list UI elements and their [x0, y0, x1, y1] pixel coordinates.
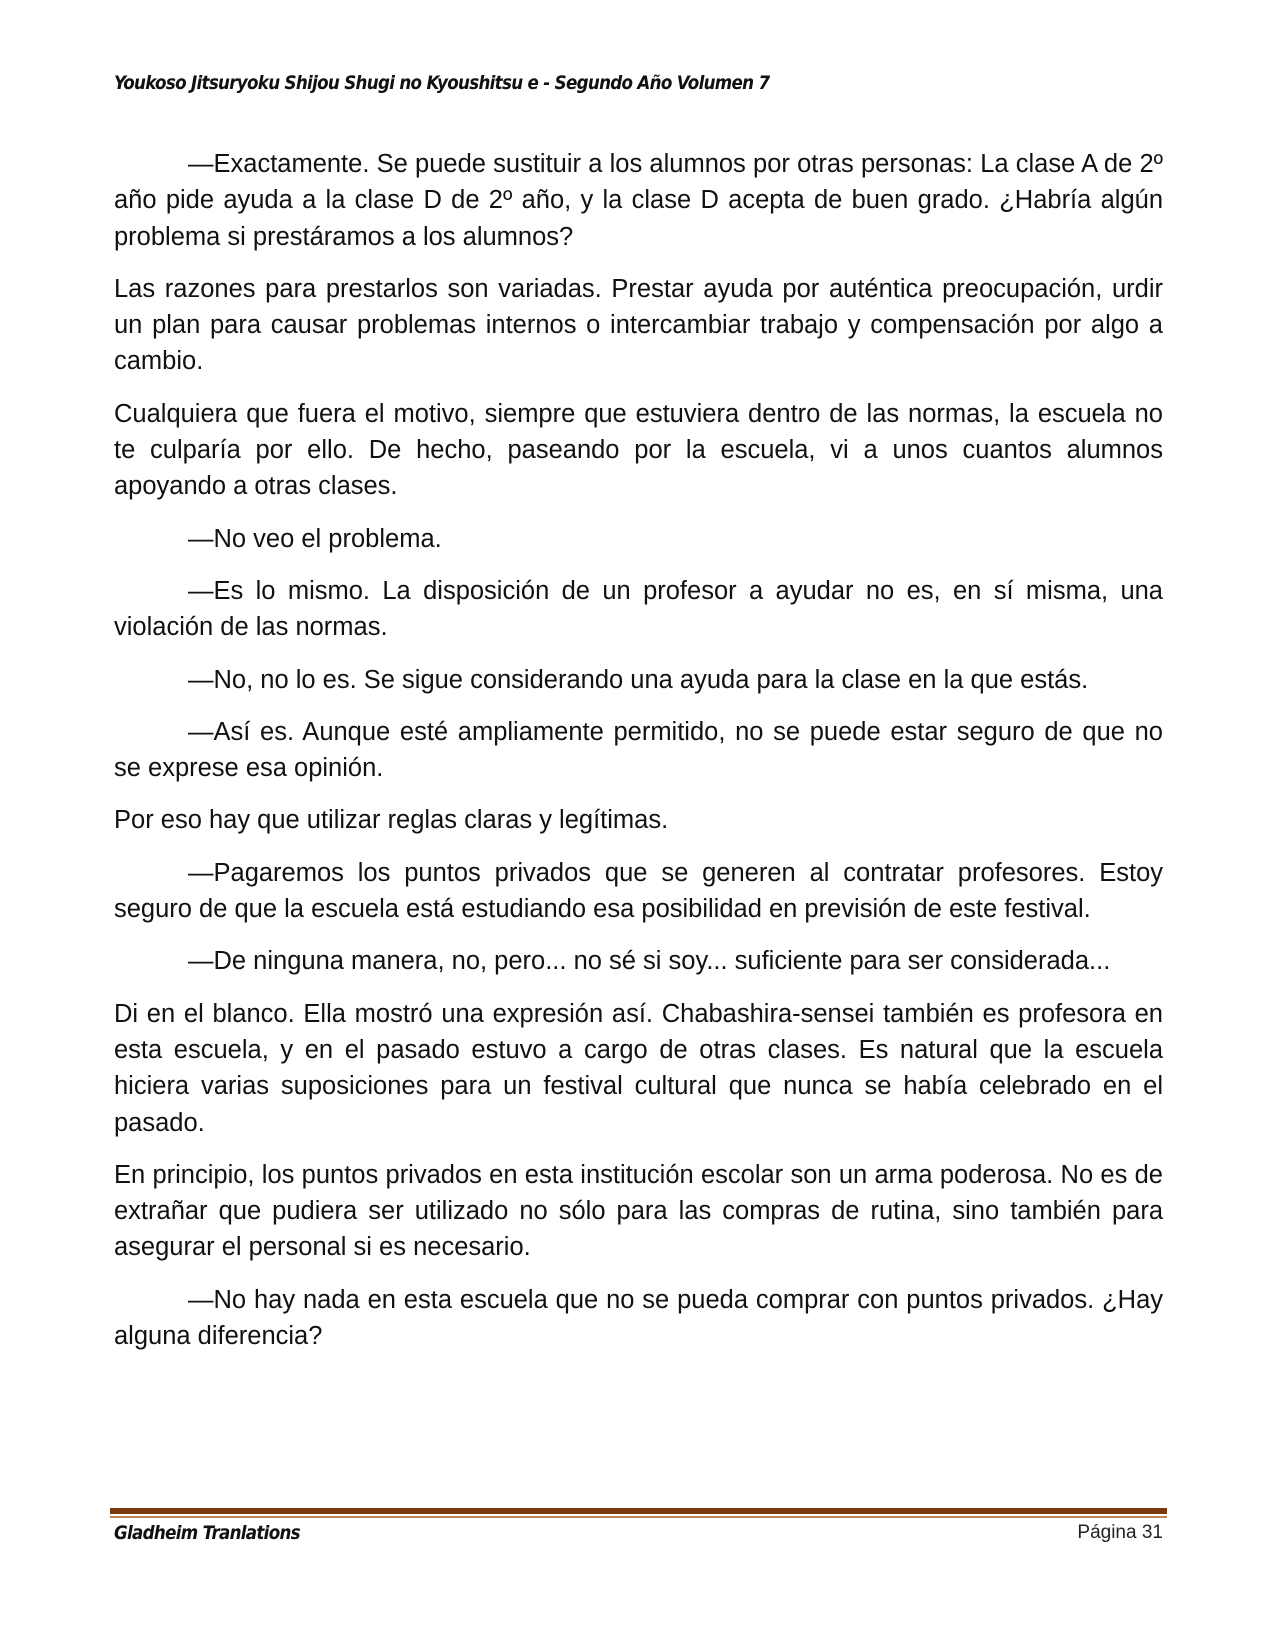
paragraph: —De ninguna manera, no, pero... no sé si soy... suficiente para ser considerada... [188, 947, 1111, 976]
footer-rule [110, 1508, 1167, 1518]
paragraph: Di en el blanco. Ella mostró una expresión así. Chabashira-sensei también es profesora en esta escuela, y en el pasado estuvo a cargo de otras clases. Es natural que la escuela hiciera varias suposiciones para un festival cultural que nunca se había celebrado en el pasado. [114, 999, 1163, 1137]
paragraph: —Pagaremos los puntos privados que se generen al contratar profesores. Estoy seguro de que la escuela está estudiando esa posibilidad en previsión de este festival. [114, 858, 1163, 924]
paragraph: —No, no lo es. Se sigue considerando una ayuda para la clase en la que estás. [188, 665, 1089, 694]
page-label: Página [1077, 1522, 1137, 1543]
page-number-value: 31 [1141, 1522, 1163, 1543]
paragraph: Las razones para prestarlos son variadas. Prestar ayuda por auténtica preocupación, urdir un plan para causar problemas internos o intercambiar trabajo y compensación por algo a cambio. [114, 274, 1163, 376]
paragraph: Cualquiera que fuera el motivo, siempre que estuviera dentro de las normas, la escuela no te culparía por ello. De hecho, paseando por la escuela, vi a unos cuantos alumnos apoyando a otras clases. [114, 399, 1163, 501]
paragraph: —No hay nada en esta escuela que no se pueda comprar con puntos privados. ¿Hay alguna diferencia? [114, 1285, 1163, 1351]
paragraph: Por eso hay que utilizar reglas claras y legítimas. [114, 806, 669, 835]
paragraph: —No veo el problema. [188, 524, 442, 553]
paragraph: —Así es. Aunque esté ampliamente permitido, no se puede estar seguro de que no se exprese esa opinión. [114, 717, 1163, 783]
paragraph: —Exactamente. Se puede sustituir a los alumnos por otras personas: La clase A de 2º año pide ayuda a la clase D de 2º año, y la clase D acepta de buen grado. ¿Habría algún problema si prestáramos a los alumnos? [114, 150, 1163, 251]
footer-publisher: Gladheim Tranlations [114, 1522, 300, 1544]
running-header: Youkoso Jitsuryoku Shijou Shugi no Kyoushitsu e - Segundo Año Volumen 7 [114, 72, 770, 94]
page-body [114, 146, 1163, 1370]
paragraph: —Es lo mismo. La disposición de un profesor a ayudar no es, en sí misma, una violación de las normas. [114, 576, 1163, 642]
page-number [1077, 1522, 1163, 1544]
paragraph: En principio, los puntos privados en esta institución escolar son un arma poderosa. No es de extrañar que pudiera ser utilizado no sólo para las compras de rutina, sino también para asegurar el personal si es necesario. [114, 1160, 1163, 1262]
